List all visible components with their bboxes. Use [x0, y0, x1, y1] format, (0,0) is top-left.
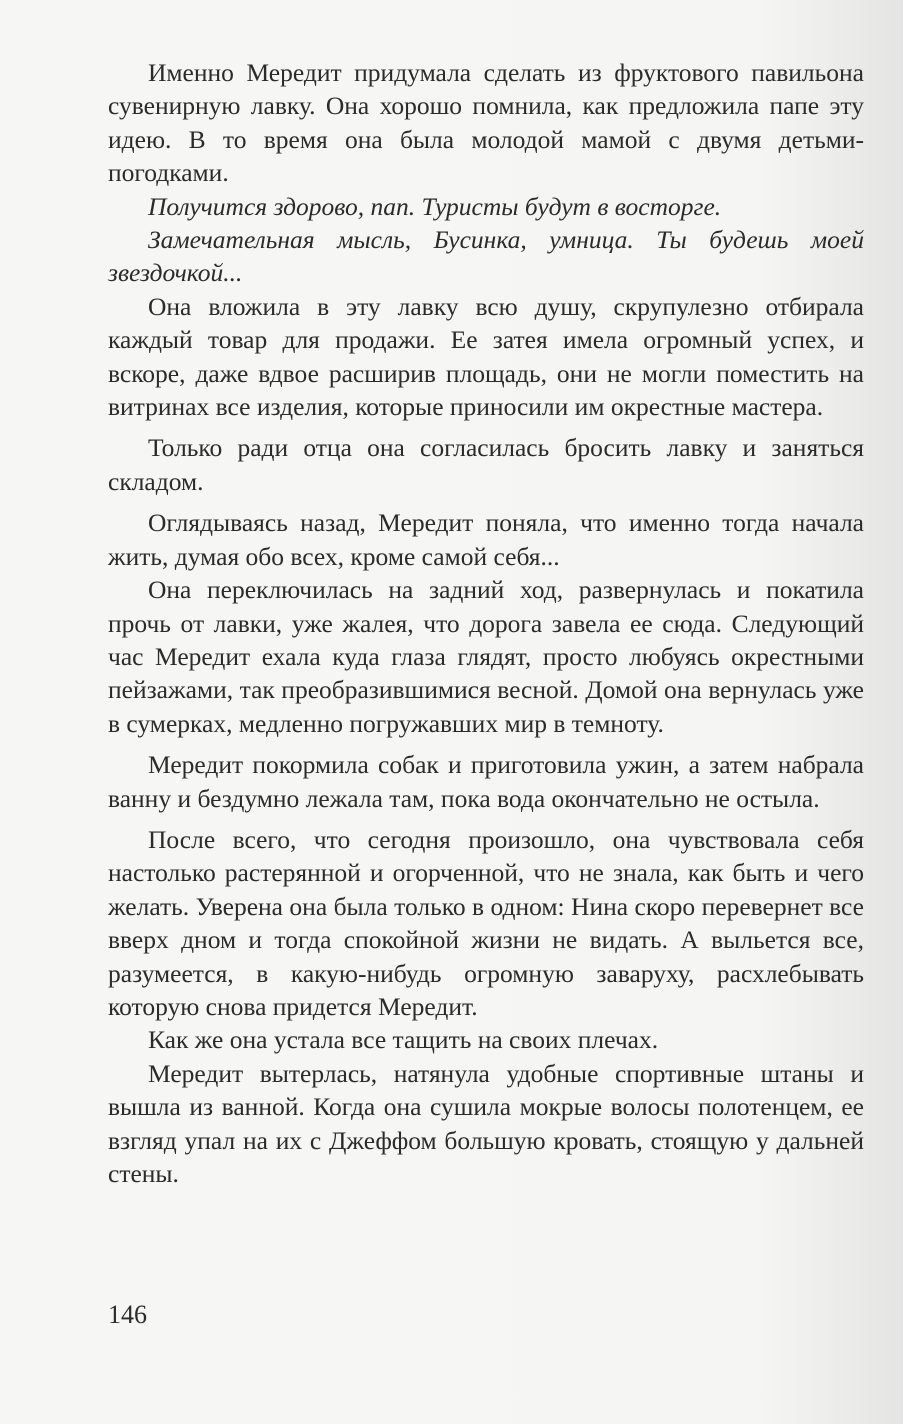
paragraph: Мередит вытерлась, натянула удобные спортивные штаны и вышла из ванной. Когда она сушила мокрые волосы полотенцем, ее взгляд упал на их с Джеффом большую кровать, стоящую у дальней стены. [108, 1058, 864, 1188]
italic-paragraph: Замечательная мысль, Бусинка, умница. Ты будешь моей звездочкой... [108, 225, 864, 288]
paragraph: Именно Мередит придумала сделать из фруктового павильона сувенирную лавку. Она хорошо помнила, как предложила папе эту идею. В то время она была молодой мамой с двумя детьми-погодками. [108, 58, 864, 188]
paragraph: Она вложила в эту лавку всю душу, скрупулезно отбирала каждый товар для продажи. Ее затея имела огромный успех, и вскоре, даже вдвое расширив площадь, они не могли поместить на витринах все изделия, которые приносили им окрестные мастера. [108, 291, 864, 422]
paragraph: Как же она устала все тащить на своих плечах. [148, 1025, 659, 1055]
body-text [108, 56, 864, 1190]
paragraph: Только ради отца она согласилась бросить лавку и заняться складом. [108, 433, 864, 496]
paragraph: Она переключилась на задний ход, развернулась и покатила прочь от лавки, уже жалея, что дорога завела ее сюда. Следующий час Мередит ехала куда глаза глядят, просто любуясь окрестными пейзажами, так преобразившимися весной. Домой она вернулась уже в сумерках, медленно погружавших мир в темноту. [108, 575, 864, 738]
paragraph: Мередит покормила собак и приготовила ужин, а затем набрала ванну и бездумно лежала там, пока вода окончательно не остыла. [108, 750, 864, 813]
page-number: 146 [108, 1300, 147, 1329]
paragraph: После всего, что сегодня произошло, она чувствовала себя настолько растерянной и огорченной, что не знала, как быть и чего желать. Уверена она была только в одном: Нина скоро перевернет все вверх дном и тогда спокойной жизни не видать. А выльется все, разумеется, в какую-нибудь огромную заваруху, расхлебывать которую снова придется Мередит. [108, 824, 864, 1021]
italic-paragraph: Получится здорово, пап. Туристы будут в восторге. [148, 191, 722, 221]
paragraph: Оглядываясь назад, Мередит поняла, что именно тогда начала жить, думая обо всех, кроме самой себя... [108, 508, 864, 571]
